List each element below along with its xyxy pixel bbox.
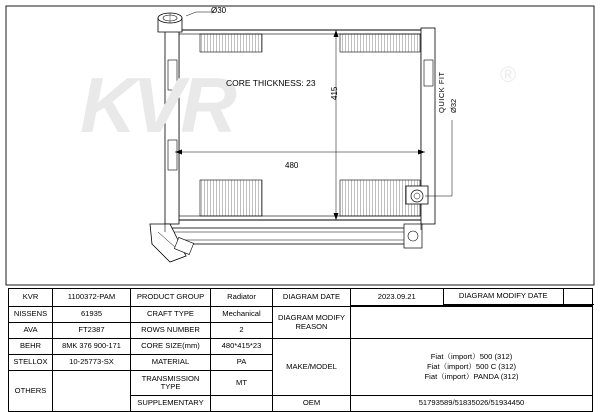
cell-rows-number-label: ROWS NUMBER: [131, 323, 211, 339]
cell-oem-label: OEM: [273, 396, 351, 412]
cell-diagram-modify-date-group: [443, 289, 593, 306]
cell-supplementary-value: [211, 396, 273, 412]
cell-nissens-code: 61935: [53, 307, 131, 323]
cell-brand-ava: AVA: [9, 323, 53, 339]
cell-craft-type-label: CRAFT TYPE: [131, 307, 211, 323]
table-row: [9, 289, 593, 307]
cell-brand-nissens: NISSENS: [9, 307, 53, 323]
cell-core-size-label: CORE SIZE(mm): [131, 339, 211, 355]
quick-fit-label: QUICK FIT: [437, 71, 446, 113]
cell-product-group-label: PRODUCT GROUP: [131, 289, 211, 307]
cell-brand-stellox: STELLOX: [9, 355, 53, 371]
cell-stellox-code: 10-25773-SX: [53, 355, 131, 371]
cell-material-value: PA: [211, 355, 273, 371]
core-height-label: 415: [330, 86, 339, 100]
cell-kvr-code: 1100372-PAM: [53, 289, 131, 307]
cell-transmission-type-value: MT: [211, 371, 273, 396]
cell-supplementary-label: SUPPLEMENTARY: [131, 396, 211, 412]
cell-brand-kvr: KVR: [9, 289, 53, 307]
cell-others-code: [53, 371, 131, 412]
make-model-line: Fiat（import）PANDA (312): [424, 372, 519, 382]
core-thickness-label: CORE THICKNESS: 23: [226, 78, 316, 88]
registered-mark: ®: [500, 62, 517, 87]
core-width-label: 480: [285, 161, 299, 170]
make-model-line: Fiat（import）500 C (312): [426, 361, 517, 371]
kvr-watermark: KVR: [80, 61, 233, 149]
cell-ava-code: FT2387: [53, 323, 131, 339]
cell-diagram-modify-reason-value: [351, 307, 593, 339]
table-row: [9, 339, 593, 355]
quick-fit-diameter-label: Ø32: [449, 98, 458, 113]
cell-transmission-type-label: TRANSMISSION TYPE: [131, 371, 211, 396]
specification-table: [8, 288, 592, 412]
cell-product-group-value: Radiator: [211, 289, 273, 307]
cell-brand-behr: BEHR: [9, 339, 53, 355]
cell-diagram-date-label: DIAGRAM DATE: [273, 289, 351, 307]
cell-rows-number-value: 2: [211, 323, 273, 339]
cell-core-size-value: 480*415*23: [211, 339, 273, 355]
cell-behr-code: 8MK 376 900-171: [53, 339, 131, 355]
cell-material-label: MATERIAL: [131, 355, 211, 371]
cell-diagram-modify-date-value: [564, 289, 594, 305]
cell-diagram-modify-reason-label: DIAGRAM MODIFY REASON: [273, 307, 351, 339]
cell-make-model-value: [351, 339, 593, 396]
cell-oem-value: 51793589/51835026/51934450: [351, 396, 593, 412]
cell-make-model-label: MAKE/MODEL: [273, 339, 351, 396]
table-row: [9, 307, 593, 323]
inlet-diameter-label: Ø30: [211, 6, 227, 15]
cell-brand-others: OTHERS: [9, 371, 53, 412]
cell-craft-type-value: Mechanical: [211, 307, 273, 323]
cell-diagram-date-value: 2023.09.21: [351, 289, 443, 306]
cell-diagram-date-group: [351, 289, 593, 307]
make-model-line: Fiat（import）500 (312): [430, 351, 513, 361]
cell-diagram-modify-date-label: DIAGRAM MODIFY DATE: [444, 289, 564, 305]
